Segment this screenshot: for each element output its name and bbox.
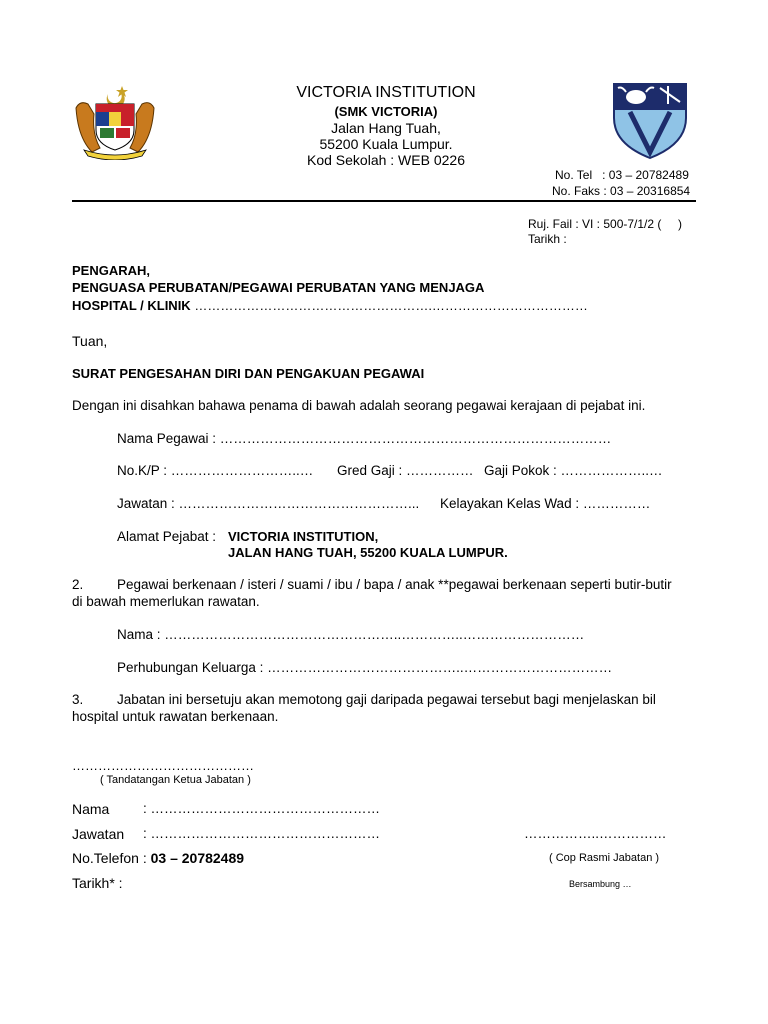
signer-telephone (72, 850, 244, 866)
field-alamat-label: Alamat Pejabat : (117, 529, 217, 544)
signer-name-value: : …………………………………………… (143, 801, 381, 816)
school-name: VICTORIA INSTITUTION (296, 84, 476, 101)
official-stamp-dots: ……………..…………… (524, 826, 667, 841)
address-line-2: 55200 Kuala Lumpur. (319, 136, 453, 152)
telephone-value: 03 – 20782489 (150, 850, 245, 866)
field-nama-pegawai: Nama Pegawai : …………………………………………………………………………… (117, 431, 612, 446)
telephone-label: No.Telefon : (72, 850, 151, 866)
official-stamp-caption: ( Cop Rasmi Jabatan ) (549, 852, 660, 864)
signature-caption: ( Tandatangan Ketua Jabatan ) (100, 774, 251, 786)
letter-subject: SURAT PENGESAHAN DIRI DAN PENGAKUAN PEGAWAI (72, 366, 425, 381)
signer-date-label: Tarikh* : (72, 875, 123, 891)
field-perhubungan-keluarga: Perhubungan Keluarga : ……………………………………..…………………………… (117, 660, 613, 675)
continued-note: Bersambung … (569, 879, 632, 889)
field-alamat-line-1: VICTORIA INSTITUTION, (228, 529, 379, 544)
addressee-line-3 (72, 298, 588, 313)
school-subtitle: (SMK VICTORIA) (334, 104, 438, 119)
salutation: Tuan, (72, 333, 108, 349)
address-line-1: Jalan Hang Tuah, (331, 120, 441, 136)
reference-date: Tarikh : (528, 232, 567, 246)
para3-line-2: hospital untuk rawatan berkenaan. (72, 709, 279, 724)
field-kelayakan-kelas-wad: Kelayakan Kelas Wad : …………… (440, 496, 651, 511)
field-jawatan: Jawatan : ……………………………………………... (117, 496, 420, 511)
telephone: No. Tel : 03 – 20782489 (555, 168, 689, 182)
para2-number: 2. (72, 577, 84, 592)
intro-text: Dengan ini disahkan bahawa penama di bawah adalah seorang pegawai kerajaan di pejabat ini. (72, 398, 646, 413)
hospital-label: HOSPITAL / KLINIK (72, 298, 191, 313)
signature-dots: …………………………………… (72, 758, 254, 773)
signer-position-label: Jawatan (72, 826, 125, 842)
fax: No. Faks : 03 – 20316854 (552, 184, 691, 198)
file-reference: Ruj. Fail : VI : 500-7/1/2 ( ) (528, 217, 683, 231)
signer-name-label: Nama (72, 801, 110, 817)
field-gred-gaji: Gred Gaji : …………… (337, 463, 474, 478)
para2-line-1: Pegawai berkenaan / isteri / suami / ibu / bapa / anak **pegawai berkenaan seperti butir-butir (117, 577, 672, 592)
addressee-line-2: PENGUASA PERUBATAN/PEGAWAI PERUBATAN YANG MENJAGA (72, 280, 485, 295)
hospital-dots: ……………………………………………….……………………………… (190, 298, 588, 313)
para3-number: 3. (72, 692, 84, 707)
victoria-institution-shield-logo (610, 82, 690, 160)
para3-line-1: Jabatan ini bersetuju akan memotong gaji daripada pegawai tersebut bagi menjelaskan bil (117, 692, 656, 707)
para2-line-2: di bawah memerlukan rawatan. (72, 594, 260, 609)
field-alamat-line-2: JALAN HANG TUAH, 55200 KUALA LUMPUR. (228, 545, 508, 560)
field-gaji-pokok: Gaji Pokok : ………………..… (484, 463, 663, 478)
malaysia-crest-logo (70, 80, 160, 160)
school-code: Kod Sekolah : WEB 0226 (307, 152, 465, 168)
addressee-line-1: PENGARAH, (72, 263, 151, 278)
field-nokp: No.K/P : ………………………..… (117, 463, 314, 478)
field-nama: Nama : ……………………………………………..…………..……………………… (117, 627, 585, 642)
header-divider (72, 200, 696, 202)
signer-position-value: : …………………………………………… (143, 826, 381, 841)
